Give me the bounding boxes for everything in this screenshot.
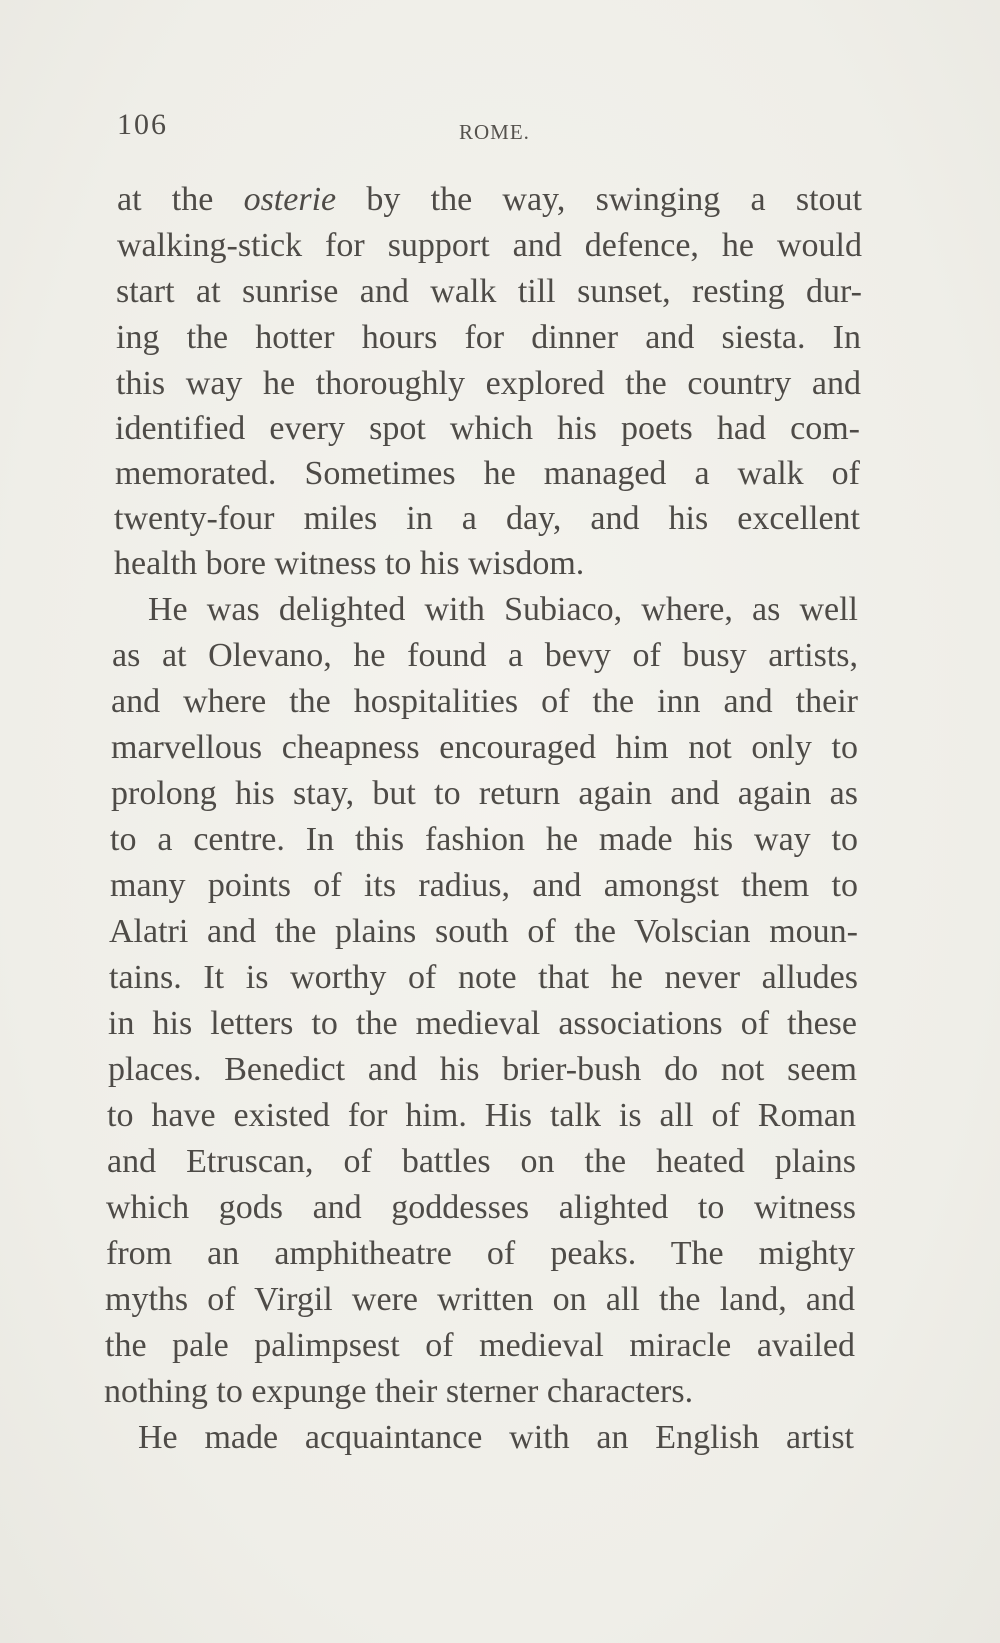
text-line: nothing to expunge their sterner characters. <box>104 1373 694 1410</box>
text-line: the pale palimpsest of medieval miracle availed <box>105 1327 855 1364</box>
text-line: health bore witness to his wisdom. <box>114 545 585 582</box>
running-head: ROME. <box>459 120 530 144</box>
text-line: places. Benedict and his brier-bush do not seem <box>108 1051 857 1088</box>
text-line: start at sunrise and walk till sunset, resting dur- <box>116 273 862 310</box>
text-line: tains. It is worthy of note that he never alludes <box>109 959 858 996</box>
text-line: this way he thoroughly explored the country and <box>116 365 861 402</box>
text-line: and where the hospitalities of the inn and their <box>111 683 858 720</box>
text-line: and Etruscan, of battles on the heated plains <box>107 1143 856 1180</box>
text-line: walking-stick for support and defence, he would <box>117 227 862 264</box>
text-line: ing the hotter hours for dinner and siesta. In <box>116 319 861 356</box>
text-line: He was delighted with Subiaco, where, as well <box>148 591 858 628</box>
text-line: memorated. Sometimes he managed a walk of <box>115 455 860 492</box>
text-line: marvellous cheapness encouraged him not only to <box>111 729 858 766</box>
page-header <box>117 108 907 148</box>
text-line: twenty-four miles in a day, and his excellent <box>114 500 860 537</box>
text-line: He made acquaintance with an English artist <box>138 1419 854 1456</box>
text-line: many points of its radius, and amongst them to <box>110 867 858 904</box>
text-line: to a centre. In this fashion he made his way to <box>110 821 858 858</box>
text-line: as at Olevano, he found a bevy of busy artists, <box>112 637 858 674</box>
text-line: to have existed for him. His talk is all of Roman <box>107 1097 856 1134</box>
text-line: which gods and goddesses alighted to witness <box>106 1189 856 1226</box>
page-number: 106 <box>117 108 168 141</box>
text-line: from an amphitheatre of peaks. The mighty <box>106 1235 855 1272</box>
text-line: myths of Virgil were written on all the land, and <box>105 1281 855 1318</box>
text-line: at the osterie by the way, swinging a stout <box>117 181 862 218</box>
italic-word: osterie <box>243 181 337 218</box>
text-line: in his letters to the medieval associations of these <box>108 1005 857 1042</box>
text-line: Alatri and the plains south of the Volscian moun- <box>109 913 858 950</box>
text-line: identified every spot which his poets had com- <box>115 410 860 447</box>
text-line: prolong his stay, but to return again and again as <box>111 775 858 812</box>
